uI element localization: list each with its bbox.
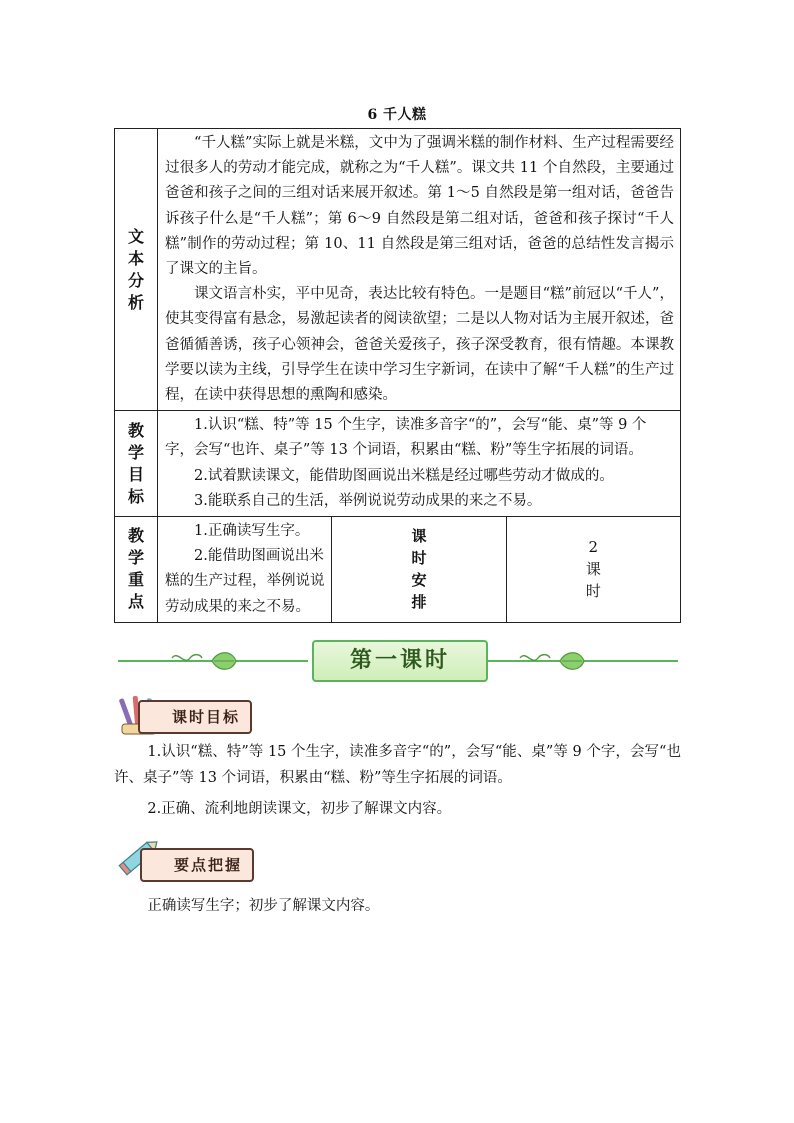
key-points-content <box>114 894 681 920</box>
goals-content <box>158 411 681 517</box>
lesson-goal-item: 2.正确、流利地朗读课文，初步了解课文内容。 <box>147 801 452 817</box>
focus-content <box>158 517 332 623</box>
goals-header <box>115 411 158 517</box>
banner-title: 第一课时 <box>312 640 488 682</box>
focus-header-char: 重 <box>127 570 144 590</box>
lesson-goals-content <box>114 740 681 823</box>
goals-header-char: 学 <box>127 442 144 462</box>
lesson-plan-table <box>114 128 681 623</box>
analysis-paragraph: “千人糕”实际上就是米糕，文中为了强调米糕的制作材料、生产过程需要经过很多人的劳动才能完成，就称之为“千人糕”。课文共 11 个自然段，主要通过爸爸和孩子之间的三组对话来展开叙述。第 1～5 自然段是第一组对话，爸爸告诉孩子什么是“千人糕”；第 6～9 自然段是第二组对话，爸爸和孩子探讨“千人糕”制作的劳动过程；第 10、11 自然段是第三组对话，爸爸的总结性发言揭示了课文的主旨。 <box>165 135 674 278</box>
focus-row <box>115 517 681 623</box>
goals-header-char: 标 <box>127 486 144 506</box>
goal-item: 2.试着默读课文，能借助图画说出米糕是经过哪些劳动才做成的。 <box>194 467 614 484</box>
analysis-paragraph: 课文语言朴实，平中见奇，表达比较有特色。一是题目“糕”前冠以“千人”，使其变得富有悬念，易激起读者的阅读欲望；二是以人物对话为主展开叙述，爸爸循循善诱，孩子心领神会，爸爸关爱孩子，孩子深受教育，很有情趣。本课教学要以读为主线，引导学生在读中学习生字新词，在读中了解“千人糕”的生产过程，在读中获得思想的熏陶和感染。 <box>165 286 674 404</box>
analysis-header <box>115 129 158 411</box>
schedule-header-char: 安 <box>411 571 427 590</box>
goals-header-char: 目 <box>127 464 144 484</box>
focus-header-char: 学 <box>127 548 144 568</box>
analysis-content <box>158 129 681 411</box>
analysis-header-char: 分 <box>127 270 144 290</box>
focus-header <box>115 517 158 623</box>
goals-header-char: 教 <box>127 420 144 440</box>
swirl-icon <box>170 650 204 666</box>
goal-item: 3.能联系自己的生活，举例说说劳动成果的来之不易。 <box>194 492 542 509</box>
analysis-header-char: 析 <box>127 292 144 312</box>
schedule-header <box>332 517 506 623</box>
schedule-value-char: 2 <box>588 538 599 557</box>
lesson-goal-item: 1.认识“糕、特”等 15 个生字，读准多音字“的”，会写“能、桌”等 9 个字，会写“也许、桌子”等 13 个词语，积累由“糕、粉”等生字拓展的词语。 <box>114 744 681 786</box>
schedule-value-char: 时 <box>585 582 601 601</box>
analysis-header-char: 本 <box>127 248 144 268</box>
schedule-value <box>506 517 680 623</box>
schedule-header-char: 课 <box>411 527 427 546</box>
analysis-header-char: 文 <box>127 226 144 246</box>
focus-item: 1.正确读写生字。 <box>194 523 310 540</box>
goals-row <box>115 411 681 517</box>
key-points-text: 正确读写生字；初步了解课文内容。 <box>147 898 380 914</box>
lesson-banner <box>114 640 681 680</box>
swirl-icon <box>518 650 552 666</box>
schedule-value-char: 课 <box>585 560 601 579</box>
schedule-header-char: 排 <box>411 593 427 612</box>
focus-header-char: 教 <box>127 526 144 546</box>
schedule-header-char: 时 <box>411 549 427 568</box>
page-title: 6 千人糕 <box>367 107 427 123</box>
goal-item: 1.认识“糕、特”等 15 个生字，读准多音字“的”，会写“能、桌”等 9 个字，会写“也许、桌子”等 13 个词语，积累由“糕、粉”等生字拓展的词语。 <box>165 417 647 459</box>
leaf-icon <box>558 650 586 672</box>
focus-item: 2.能借助图画说出米糕的生产过程，举例说说劳动成果的来之不易。 <box>165 548 325 615</box>
key-points-label: 要点把握 <box>140 848 254 882</box>
focus-header-char: 点 <box>127 592 144 612</box>
lesson-goals-label: 课时目标 <box>138 700 252 734</box>
analysis-row <box>115 129 681 411</box>
leaf-icon <box>210 650 238 672</box>
